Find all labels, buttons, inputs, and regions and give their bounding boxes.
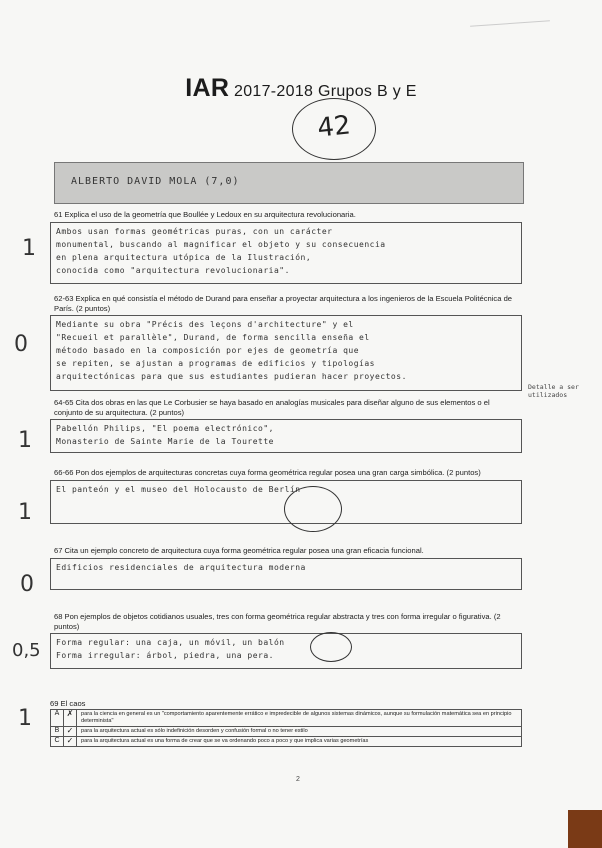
grade-score: 42 <box>315 110 353 144</box>
option-letter: C <box>51 737 64 746</box>
question-68 <box>50 610 522 669</box>
question-69-table <box>50 698 522 747</box>
question-64-65 <box>50 396 522 453</box>
question-61 <box>50 208 522 284</box>
question-answer: Pabellón Philips, "El poema electrónico", Monasterio de Sainte Marie de la Tourette <box>50 419 522 453</box>
option-letter: A <box>51 710 64 726</box>
student-name-bar <box>54 162 524 204</box>
question-prompt: 67 Cita un ejemplo concreto de arquitectura cuya forma geométrica regular posea una gran eficacia funcional. <box>54 546 424 555</box>
question-prompt: 66-66 Pon dos ejemplos de arquitecturas concretas cuya forma geométrica regular posea una gran carga simbólica. (2 puntos) <box>54 468 481 477</box>
question-prompt: 69 El caos <box>50 699 86 708</box>
option-text: para la ciencia en general es un "comportamiento aparentemente errático e impredecible de algunos sistemas dinámicos, aunque su formulación matemática sea en principio determinista" <box>81 711 512 724</box>
question-mark: 1 <box>18 428 32 453</box>
question-answer: Ambos usan formas geométricas puras, con un carácter monumental, buscando al magnificar el objeto y su consecuencia en plena arquitectura utópica de la Ilustración, conocida como "arquitectura revolucionaria". <box>50 222 522 284</box>
question-mark: 0,5 <box>12 640 41 661</box>
question-prompt: 61 Explica el uso de la geometría que Boullée y Ledoux en su arquitectura revolucionaria. <box>54 210 356 219</box>
title-course: IAR <box>185 74 230 102</box>
table-row <box>50 709 522 727</box>
examiner-circle <box>310 632 352 662</box>
option-check: ✓ <box>64 737 77 746</box>
question-answer: Mediante su obra "Précis des leçons d'architecture" y el "Recueil et parallèle", Durand, de forma sencilla enseña el método basado en la composición por ejes de geometría que se repiten, se ajustan a programas de edificios y tipologías arquitectónicas para que sus estudiantes pudieran hacer proyectos. <box>50 315 522 391</box>
question-mark: 1 <box>18 500 32 525</box>
margin-note: Detalle a ser utilizados <box>528 383 579 399</box>
question-answer: Edificios residenciales de arquitectura moderna <box>50 558 522 590</box>
question-67 <box>50 544 522 590</box>
question-mark: 0 <box>20 572 34 597</box>
page-number: 2 <box>296 776 300 783</box>
question-prompt: 68 Pon ejemplos de objetos cotidianos usuales, tres con forma geométrica regular abstracta y tres con forma irregular o figurativa. (2 puntos) <box>54 612 501 631</box>
question-mark: 0 <box>14 332 28 357</box>
option-check: ✓ <box>64 727 77 736</box>
question-mark: 1 <box>22 236 36 261</box>
question-prompt: 62-63 Explica en qué consistía el método de Durand para enseñar a proyectar arquitectura a los ingenieros de la Escuela Politécnica de París. (2 puntos) <box>54 294 513 313</box>
option-check: ✗ <box>64 710 77 726</box>
option-text: para la arquitectura actual es una forma de crear que se va ordenando poco a poco y que implica varias geometrías <box>81 738 369 744</box>
student-name: ALBERTO DAVID MOLA (7,0) <box>71 176 240 187</box>
binder-clip <box>568 810 602 848</box>
question-mark: 1 <box>18 706 32 731</box>
table-row <box>50 737 522 747</box>
exam-title <box>0 74 602 103</box>
option-letter: B <box>51 727 64 736</box>
title-groups: 2017-2018 Grupos B y E <box>234 83 417 100</box>
question-62-63 <box>50 292 522 391</box>
table-row <box>50 727 522 737</box>
question-prompt: 64-65 Cita dos obras en las que Le Corbusier se haya basado en analogías musicales para diseñar alguno de sus elementos o el conjunto de su arquitectura. (2 puntos) <box>54 398 490 417</box>
examiner-circle <box>284 486 342 532</box>
question-answer: Forma regular: una caja, un móvil, un balón Forma irregular: árbol, piedra, una pera. <box>50 633 522 669</box>
option-text: para la arquitectura actual es sólo indefinición desorden y confusión formal o no tener estilo <box>81 728 308 734</box>
faint-pencil-line <box>470 20 550 27</box>
question-answer: El panteón y el museo del Holocausto de Berlín <box>50 480 522 524</box>
